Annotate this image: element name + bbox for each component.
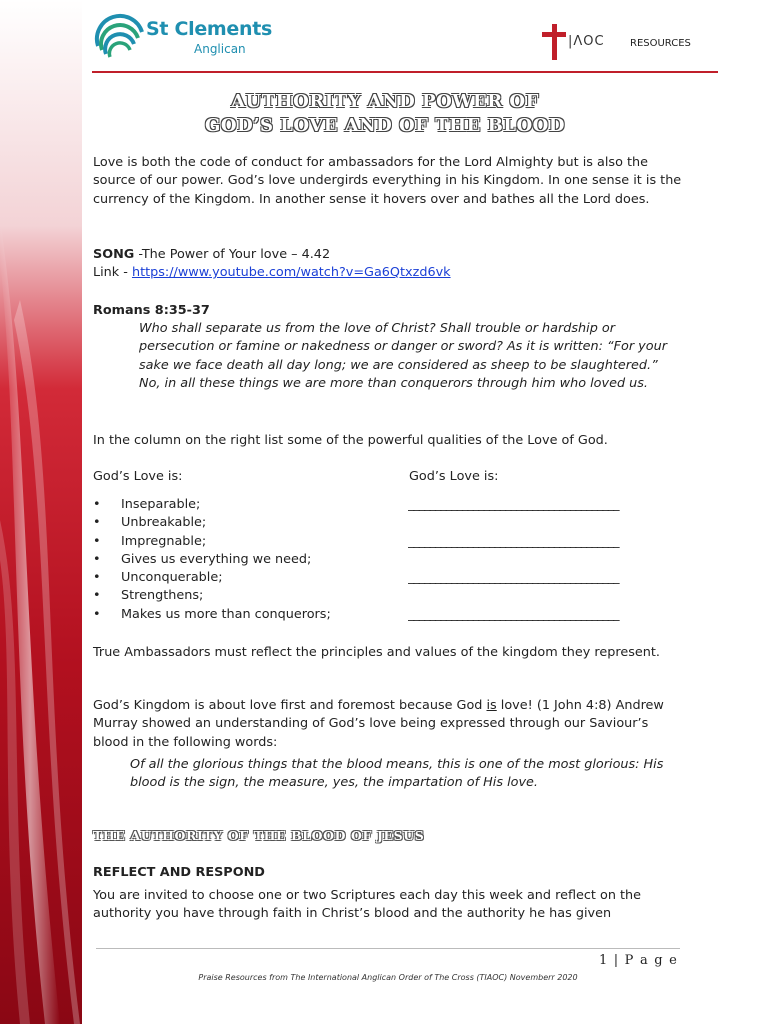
answer-lines	[408, 496, 678, 642]
scripture-quote: Who shall separate us from the love of Christ? Shall trouble or hardship or persecution or famine or nakedness or danger or sword? As it is written: “For your sake we face death all day long; we are considered as sheep to be slaughtered.” No, in all these things we are more than conquerors through him who loved us.	[139, 321, 667, 391]
list-item: • Strengthens;	[93, 588, 204, 604]
resources-label: RESOURCES	[630, 38, 691, 49]
answer-line[interactable]: _______________________________________	[408, 533, 619, 549]
logo-subtitle: Anglican	[194, 42, 246, 56]
left-column-heading: God’s Love is:	[93, 469, 183, 484]
list-item: • Unconquerable;	[93, 570, 223, 586]
answer-line[interactable]: _______________________________________	[408, 497, 619, 512]
footer-divider	[96, 948, 680, 949]
page-number: 1 | P a g e	[598, 953, 678, 968]
youtube-link[interactable]: https://www.youtube.com/watch?v=Ga6Qtxzd6vk	[131, 265, 451, 280]
answer-line[interactable]: _______________________________________	[408, 606, 619, 622]
header-divider	[92, 71, 718, 73]
logo-title: St Clements	[146, 18, 273, 40]
page-title-line1: AUTHORITY AND POWER OF	[231, 91, 539, 112]
column-instructions: In the column on the right list some of the powerful qualities of the Love of God.	[93, 433, 608, 448]
song-line	[93, 246, 683, 264]
list-item: • Unbreakable;	[93, 515, 207, 531]
page-title-line2: GOD’S LOVE AND OF THE BLOOD	[205, 115, 565, 136]
list-item: • Inseparable;	[93, 497, 201, 512]
list-item: • Gives us everything we need;	[93, 551, 312, 567]
footer-text: Praise Resources from The International Anglican Order of The Cross (TIAOC) Novemberr 2020	[198, 973, 578, 982]
authority-heading: THE AUTHORITY OF THE BLOOD OF JESUS	[93, 828, 425, 843]
decorative-side-band	[0, 0, 82, 1024]
song-text: -The Power of Your love – 4.42	[134, 247, 331, 262]
reflect-paragraph: You are invited to choose one or two Scriptures each day this week and reflect on the authority you have through faith in Christ’s blood and the authority he has given	[93, 888, 642, 922]
scripture-reference: Romans 8:35-37	[93, 303, 210, 318]
answer-line[interactable]: _______________________________________	[408, 570, 619, 586]
reflect-heading: REFLECT AND RESPOND	[93, 865, 265, 880]
list-item: • Makes us more than conquerors;	[93, 606, 331, 622]
song-link-line	[93, 264, 683, 282]
kingdom-paragraph: God’s Kingdom is about love first and foremost because God is love! (1 John 4:8) Andrew Murray showed an understanding of God’s love being expressed through our Saviour’s blood in the following words:	[93, 698, 664, 750]
right-column-heading: God’s Love is:	[409, 469, 499, 484]
ambassadors-paragraph: True Ambassadors must reflect the principles and values of the kingdom they represent.	[93, 645, 660, 660]
tiaoc-logo-text: |ΛOC	[568, 34, 605, 49]
love-qualities-list	[93, 496, 383, 624]
link-label: Link -	[93, 265, 132, 280]
list-item: • Impregnable;	[93, 533, 207, 549]
murray-quote: Of all the glorious things that the blood means, this is one of the most glorious: His blood is the sign, the measure, yes, the impartation of His love.	[130, 757, 664, 791]
song-label: SONG	[93, 247, 135, 262]
intro-paragraph: Love is both the code of conduct for ambassadors for the Lord Almighty but is also the source of our power. God’s love undergirds everything in his Kingdom. In one sense it is the currency of the Kingdom. In another sense it hovers over and bathes all the Lord does.	[93, 155, 682, 207]
